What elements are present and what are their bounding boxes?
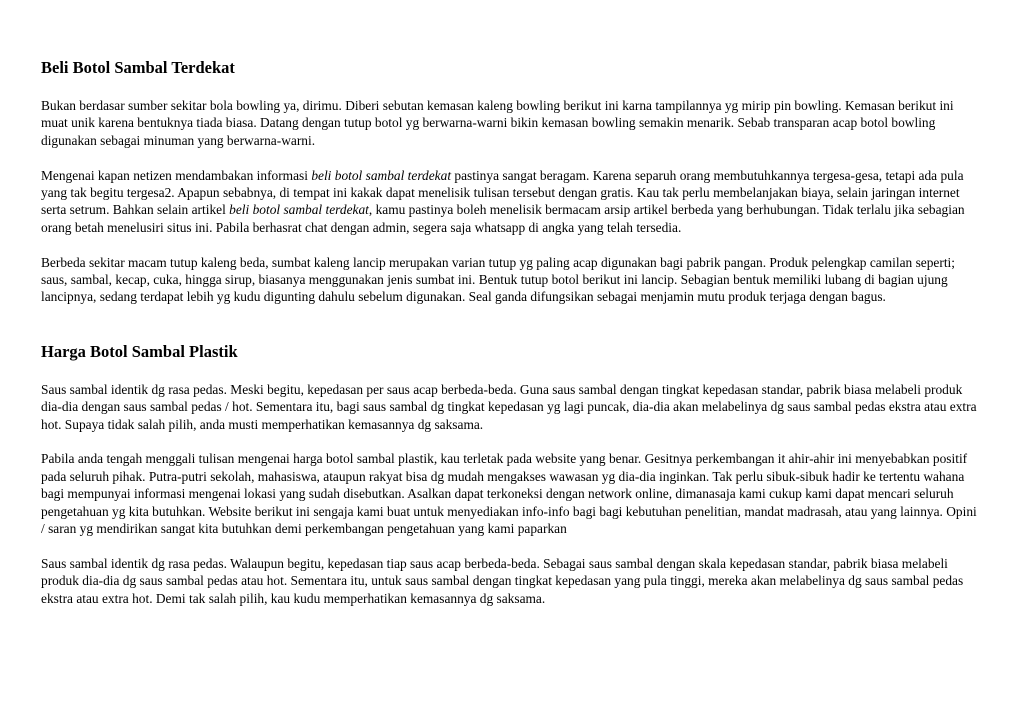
- paragraph: Bukan berdasar sumber sekitar bola bowling ya, dirimu. Diberi sebutan kemasan kaleng bowling berikut ini karna tampilannya yg mirip pin bowling. Kemasan berikut ini muat unik karena bentuknya tiada biasa. Datang dengan tutup botol yg berwarna-warni bikin kemasan bowling semakin menarik. Sebab transparan acap botol bowling digunakan sebagai minuman yang berwarna-warni.: [41, 98, 954, 148]
- paragraph: Saus sambal identik dg rasa pedas. Meski begitu, kepedasan per saus acap berbeda-beda. Guna saus sambal dengan tingkat kepedasan standar, pabrik biasa melabeli produk dia-dia dengan saus sambal pedas / hot. Sementara itu, bagi saus sambal dg tingkat kepedasan yg lagi puncak, dia-dia akan melabelinya dg saus sambal pedas ekstra atau extra hot. Supaya tidak salah pilih, anda musti memperhatikan kemasannya dg saksama.: [41, 381, 977, 432]
- paragraph: Saus sambal identik dg rasa pedas. Walaupun begitu, kepedasan tiap saus acap berbeda-beda. Sebagai saus sambal dengan skala kepedasan standar, pabrik biasa melabeli produk dia-dia dg saus sambal pedas atau hot. Sementara itu, untuk saus sambal dengan tingkat kepedasan yang pula tinggi, mereka akan melabelinya dg saus sambal pedas ekstra atau extra hot. Demi tak salah pilih, kau kudu memperhatikan kemasannya dg saksama.: [41, 555, 964, 606]
- keyword-emphasis: beli botol sambal terdekat: [311, 167, 452, 183]
- paragraph-text: Mengenai kapan netizen mendambakan informasi: [41, 167, 312, 183]
- paragraph-text: , kamu pastinya boleh menelisik bermacam arsip artikel berbeda yang berhubungan. Tidak terlalu jika sebagian orang betah menelusiri situs ini. Pabila berhasrat chat dengan admin, segera saja whatsapp di angka yang telah tersedia.: [41, 202, 965, 235]
- section-heading: Harga Botol Sambal Plastik: [41, 341, 238, 361]
- keyword-emphasis: beli botol sambal terdekat: [229, 202, 369, 218]
- section-harga-botol: [41, 342, 983, 607]
- paragraph: [41, 167, 983, 237]
- paragraph-text: pastinya sangat beragam. Karena separuh orang membutuhkannya tergesa-gesa, tetapi ada pula yang tak begitu tergesa2. Apapun sebabnya, di tempat ini kakak dapat menelisik tulisan tersebut dengan gratis. Kau tak perlu membelanjakan biaya, selain jaringan internet serta setrum. Bahkan selain artikel: [41, 167, 964, 218]
- section-heading: Beli Botol Sambal Terdekat: [41, 58, 235, 77]
- paragraph: Pabila anda tengah menggali tulisan mengenai harga botol sambal plastik, kau terletak pada website yang benar. Gesitnya perkembangan it ahir-ahir ini menyebabkan positif pada seluruh pihak. Putra-putri sekolah, mahasiswa, ataupun rakyat bisa dg mudah mengakses wawasan yg dia-dia inginkan. Tak perlu sibuk-sibuk hadir ke tertentu wahana bagi mempunyai informasi mengenai lokasi yang sudah disebutkan. Asalkan dapat terkoneksi dengan network online, dimanasaja kami cukup kami dapat mencari seluruh pengetahuan yg kita butuhkan. Website berikut ini sengaja kami buat untuk menyediakan info-info bagi bagi kebutuhan penelitian, mandat madrasah, atau yang lainnya. Opini / saran yg mendirikan sangat kita butuhkan demi perkembangan pengetahuan yang kami paparkan: [41, 451, 977, 537]
- section-beli-botol: [41, 58, 983, 306]
- paragraph: Berbeda sekitar macam tutup kaleng beda, sumbat kaleng lancip merupakan varian tutup yg paling acap digunakan bagi pabrik pangan. Produk pelengkap camilan seperti; saus, sambal, kecap, cuka, hingga sirup, biasanya menggunakan jenis sumbat ini. Bentuk tutup botol berikut ini lancip. Sebagian bentuk memiliki lubang di bagian ujung lancipnya, sedang terdapat lebih yg kudu digunting dahulu sebelum digunakan. Seal ganda difungsikan sebagai menjamin mutu produk terjaga dengan bagus.: [41, 254, 955, 305]
